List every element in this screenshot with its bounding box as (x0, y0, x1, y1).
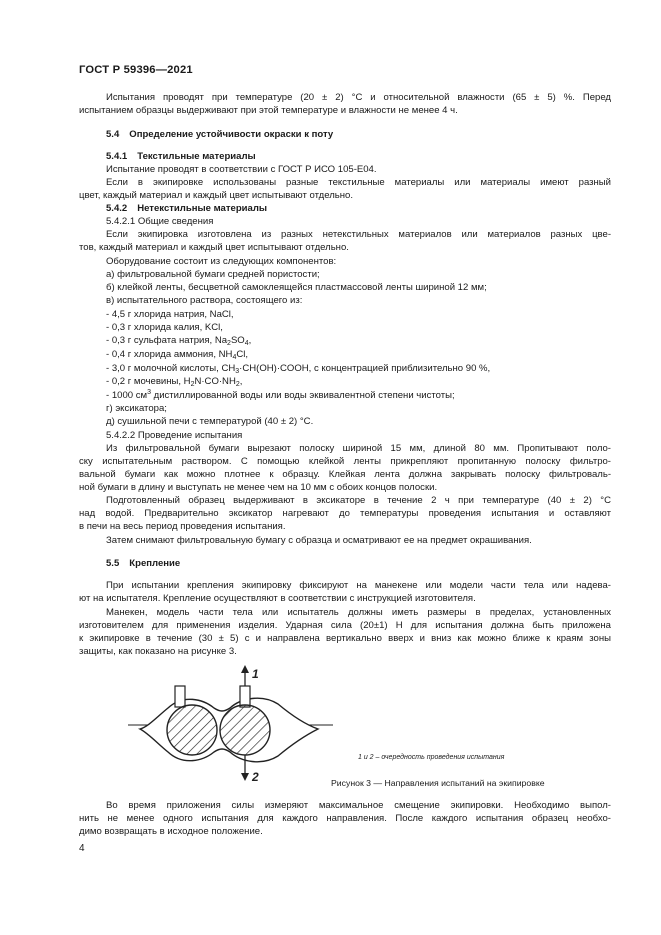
chem-item: - 0,3 г сульфата натрия, $Na_2SO_4$, (106, 335, 252, 347)
section-number: 5.4 (106, 129, 120, 140)
paragraph-line: Манекен, модель части тела или испытатель должны иметь размеры в пределах, установленных (106, 607, 611, 618)
paragraph-line: ют на испытателя. Крепление осуществляют в соответствии с инструкцией изготовителя. (79, 593, 476, 604)
paragraph-line: цвет, каждый материал и каждый цвет испытывают отдельно. (79, 190, 354, 201)
paragraph-line: Подготовленный образец выдерживают в эксикаторе в течение 2 ч при температуре (40 ± 2) °С (106, 495, 611, 506)
stud-left (175, 686, 185, 707)
paragraph-line: Из фильтровальной бумаги вырезают полоску шириной 15 мм, длиной 80 мм. Пропитывают поло- (106, 443, 611, 454)
paragraph-line: изготовителем для применения изделия. Ударная сила (20±1) Н для испытания должна быть приложена (79, 620, 611, 631)
list-item: б) клейкой ленты, бесцветной самоклеящейся пластмассовой ленты шириной 12 мм; (106, 282, 487, 293)
paragraph-line: Во время приложения силы измеряют максимальное смещение экипировки. Необходимо выпол- (106, 800, 611, 811)
list-item: д) сушильной печи с температурой (40 ± 2) °С. (106, 416, 314, 427)
chem-item: - 4,5 г хлорида натрия, NaCl, (106, 309, 234, 320)
section-number: 5.5 (106, 558, 120, 569)
figure-legend: 1 и 2 – очередность проведения испытания (358, 754, 505, 761)
paragraph-line: димо возвращать в исходное положение. (79, 826, 263, 837)
paragraph-line: тов, каждый материал и каждый цвет испытывают отдельно. (79, 242, 349, 253)
chem-item: - 0,3 г хлорида калия, KCl, (106, 322, 223, 333)
section-title: Нетекстильные материалы (137, 203, 268, 214)
paragraph-line: Испытание проводят в соответствии с ГОСТ Р ИСО 105-Е04. (106, 164, 377, 175)
paragraph-line: в печи на весь период проведения испытания. (79, 521, 286, 532)
section-heading (106, 128, 333, 141)
direction-label-2: 2 (252, 770, 259, 784)
page-number: 4 (79, 843, 85, 854)
paragraph-line: Если экипировка изготовлена из разных нетекстильных материалов или материалов разных цве- (106, 229, 611, 240)
section-title: Определение устойчивости окраски к поту (129, 129, 334, 140)
paragraph-line: Если в экипировке использованы разные текстильные материалы или материалы имеют разный (106, 177, 611, 188)
hatched-circle-right (220, 705, 270, 755)
list-item: а) фильтровальной бумаги средней пористости; (106, 269, 320, 280)
paragraph-line: над водой. Предварительно эксикатор нагревают до температуры проведения испытания и оставляют (79, 508, 611, 519)
section-number: 5.4.2 (106, 203, 128, 214)
direction-label-1: 1 (252, 667, 259, 681)
paragraph-line: При испытании крепления экипировку фиксируют на манекене или модели части тела или надева- (106, 580, 611, 591)
chem-item: - 0,2 г мочевины, $H_2N\cdot CO\cdot NH_2$, (106, 376, 243, 388)
subsection-heading (106, 150, 256, 163)
paragraph-line: ску испытательным раствором. С помощью клейкой ленты прикрепляют пропитанную полоску фильтро- (79, 456, 611, 467)
subsection-title: 5.4.2.1 Общие сведения (106, 216, 214, 227)
paragraph-line: ной бумаги в длину и выступать не менее чем на 10 мм с обоих концов полоски. (79, 482, 438, 493)
document-header: ГОСТ Р 59396—2021 (79, 64, 193, 76)
paragraph-line: к экипировке в течение (30 ± 5) с и направлена вертикально вверх и вниз как можно ближе к краям зоны (79, 633, 611, 644)
list-item: в) испытательного раствора, состоящего из: (106, 295, 303, 306)
paragraph-line: вальной бумаги как можно плотнее к образцу. Клейкая лента должна закрывать полоску фильтроваль- (79, 469, 611, 480)
section-heading (106, 557, 180, 570)
stud-right (240, 686, 250, 707)
section-title: Текстильные материалы (137, 151, 256, 162)
paragraph-line: Затем снимают фильтровальную бумагу с образца и осматривают ее на предмет окрашивания. (106, 535, 532, 546)
list-item: г) эксикатора; (106, 403, 167, 414)
arrow-down-icon (241, 773, 249, 781)
subsection-title: 5.4.2.2 Проведение испытания (106, 430, 243, 441)
paragraph-line: испытанием образцы выдерживают при этой температуре и влажности не менее 4 ч. (79, 105, 458, 116)
chem-item: - 1000 $см^3$ дистиллированной воды или воды эквивалентной степени чистоты; (106, 389, 455, 401)
section-title: Крепление (129, 558, 181, 569)
section-number: 5.4.1 (106, 151, 128, 162)
chem-item: - 0,4 г хлорида аммония, $NH_4Cl$, (106, 349, 249, 361)
arrow-up-icon (241, 665, 249, 673)
subsection-heading (106, 202, 267, 215)
figure-caption: Рисунок 3 — Направления испытаний на экипировке (331, 778, 545, 788)
paragraph-line: нить не менее одного испытания для каждого направления. После каждого испытания образец необхо- (79, 813, 611, 824)
paragraph-line: Испытания проводят при температуре (20 ± 2) °С и относительной влажности (65 ± 5) %. Перед (106, 92, 611, 103)
chem-item: - 3,0 г молочной кислоты, $CH_3\cdot CH(OH)\cdot COOH$, с концентрацией приблизительно 90 %, (106, 363, 491, 375)
figure-3-diagram (128, 664, 338, 790)
paragraph-line: Оборудование состоит из следующих компонентов: (106, 256, 337, 267)
hatched-circle-left (167, 705, 217, 755)
paragraph-line: защиты, как показано на рисунке 3. (79, 646, 237, 657)
